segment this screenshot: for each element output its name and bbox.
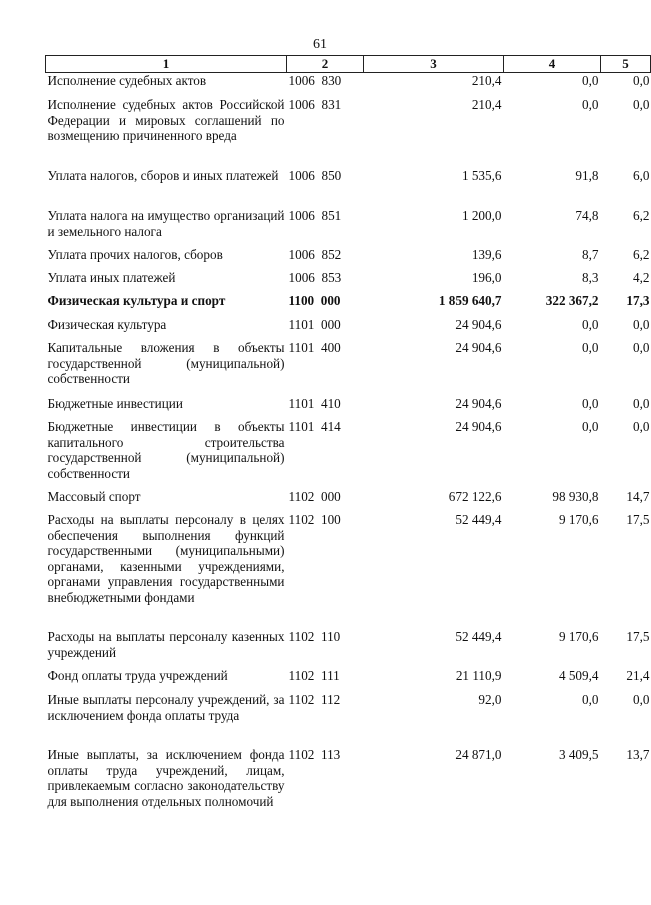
row-actual-value-cell: 0,0 xyxy=(582,396,599,411)
row-percent-cell: 17,5 xyxy=(626,629,650,644)
row-code-cell: 1006 852 xyxy=(288,247,342,262)
row-percent-cell: 6,0 xyxy=(633,168,650,183)
table-row xyxy=(46,512,651,629)
row-actual-value-cell: 0,0 xyxy=(582,317,599,332)
column-header-1: 1 xyxy=(46,56,287,73)
table-row xyxy=(46,396,651,419)
row-actual-value-cell: 0,0 xyxy=(582,97,599,112)
table-row xyxy=(46,168,651,208)
row-code-cell: 1006 830 xyxy=(288,73,342,88)
row-plan-value-cell: 1 535,6 xyxy=(461,168,502,183)
row-percent-cell: 0,0 xyxy=(633,396,650,411)
row-name-cell: Иные выплаты персоналу учреждений, за исключением фонда оплаты труда xyxy=(47,692,285,723)
row-code-cell: 1100 000 xyxy=(288,293,341,308)
row-plan-value-cell: 210,4 xyxy=(471,97,502,112)
row-actual-value-cell: 322 367,2 xyxy=(545,293,599,308)
row-percent-cell: 0,0 xyxy=(633,340,650,355)
row-plan-value-cell: 24 904,6 xyxy=(455,419,502,434)
row-actual-value-cell: 74,8 xyxy=(575,208,599,223)
row-actual-value-cell: 8,3 xyxy=(582,270,599,285)
column-header-5: 5 xyxy=(601,56,651,73)
row-percent-cell: 0,0 xyxy=(633,73,650,88)
table-row xyxy=(46,247,651,270)
row-plan-value-cell: 52 449,4 xyxy=(455,629,502,644)
table-row xyxy=(46,73,651,98)
row-code-cell: 1101 414 xyxy=(288,419,341,434)
table-row xyxy=(46,97,651,168)
table-row xyxy=(46,629,651,668)
row-percent-cell: 6,2 xyxy=(633,247,650,262)
table-row xyxy=(46,419,651,489)
table-row xyxy=(46,293,651,317)
table-body xyxy=(46,73,651,833)
row-code-cell: 1101 000 xyxy=(288,317,341,332)
row-actual-value-cell: 98 930,8 xyxy=(552,489,599,504)
row-name-cell: Физическая культура и спорт xyxy=(47,293,226,308)
row-code-cell: 1102 111 xyxy=(288,668,340,683)
row-plan-value-cell: 1 200,0 xyxy=(461,208,502,223)
column-header-4: 4 xyxy=(504,56,601,73)
row-name-cell: Исполнение судебных актов Российской Федерации и мировых соглашений по возмещению причиненного вреда xyxy=(47,97,285,143)
row-actual-value-cell: 0,0 xyxy=(582,419,599,434)
column-header-2: 2 xyxy=(287,56,364,73)
row-percent-cell: 17,3 xyxy=(626,293,650,308)
row-plan-value-cell: 672 122,6 xyxy=(448,489,502,504)
row-code-cell: 1102 100 xyxy=(288,512,341,527)
row-name-cell: Бюджетные инвестиции в объекты капитального строительства государственной (муниципальной) собственности xyxy=(47,419,285,481)
row-actual-value-cell: 9 170,6 xyxy=(558,629,599,644)
row-actual-value-cell: 9 170,6 xyxy=(558,512,599,527)
row-percent-cell: 0,0 xyxy=(633,419,650,434)
row-actual-value-cell: 3 409,5 xyxy=(558,747,599,762)
table-row xyxy=(46,340,651,396)
row-code-cell: 1102 110 xyxy=(288,629,341,644)
table-row xyxy=(46,489,651,512)
row-name-cell: Уплата прочих налогов, сборов xyxy=(47,247,223,262)
row-code-cell: 1006 850 xyxy=(288,168,342,183)
row-plan-value-cell: 24 904,6 xyxy=(455,396,502,411)
row-code-cell: 1006 851 xyxy=(288,208,342,223)
row-code-cell: 1006 831 xyxy=(288,97,342,112)
table-row xyxy=(46,692,651,747)
row-code-cell: 1102 112 xyxy=(288,692,341,707)
row-plan-value-cell: 1 859 640,7 xyxy=(438,293,502,308)
row-name-cell: Уплата иных платежей xyxy=(47,270,176,285)
row-percent-cell: 4,2 xyxy=(633,270,650,285)
row-name-cell: Уплата налога на имущество организаций и земельного налога xyxy=(47,208,285,239)
row-plan-value-cell: 24 871,0 xyxy=(455,747,502,762)
row-percent-cell: 0,0 xyxy=(633,317,650,332)
row-actual-value-cell: 0,0 xyxy=(582,692,599,707)
row-actual-value-cell: 0,0 xyxy=(582,340,599,355)
table-row xyxy=(46,317,651,340)
table-row xyxy=(46,668,651,692)
table-row xyxy=(46,747,651,832)
row-percent-cell: 13,7 xyxy=(626,747,650,762)
row-name-cell: Уплата налогов, сборов и иных платежей xyxy=(47,168,279,183)
row-plan-value-cell: 24 904,6 xyxy=(455,340,502,355)
column-header-3: 3 xyxy=(364,56,504,73)
row-name-cell: Физическая культура xyxy=(47,317,167,332)
table-header-row xyxy=(46,56,651,73)
row-plan-value-cell: 21 110,9 xyxy=(455,668,502,683)
row-plan-value-cell: 52 449,4 xyxy=(455,512,502,527)
row-name-cell: Расходы на выплаты персоналу в целях обеспечения выполнения функций государственными (муниципальными) органами, казенными учреждениями, органами управления государственными внебюджетными фондами xyxy=(47,512,285,605)
row-percent-cell: 0,0 xyxy=(633,97,650,112)
row-actual-value-cell: 8,7 xyxy=(582,247,599,262)
row-code-cell: 1102 000 xyxy=(288,489,341,504)
row-actual-value-cell: 91,8 xyxy=(575,168,599,183)
row-name-cell: Расходы на выплаты персоналу казенных учреждений xyxy=(47,629,285,660)
row-code-cell: 1101 410 xyxy=(288,396,341,411)
row-name-cell: Иные выплаты, за исключением фонда оплаты труда учреждений, лицам, привлекаемым согласно законодательству для выполнения отдельных полномочий xyxy=(47,747,285,809)
budget-table xyxy=(45,55,651,832)
row-code-cell: 1006 853 xyxy=(288,270,342,285)
row-name-cell: Фонд оплаты труда учреждений xyxy=(47,668,228,683)
row-code-cell: 1101 400 xyxy=(288,340,341,355)
row-name-cell: Исполнение судебных актов xyxy=(47,73,207,88)
row-percent-cell: 17,5 xyxy=(626,512,650,527)
row-percent-cell: 6,2 xyxy=(633,208,650,223)
row-actual-value-cell: 4 509,4 xyxy=(558,668,599,683)
row-percent-cell: 0,0 xyxy=(633,692,650,707)
row-code-cell: 1102 113 xyxy=(288,747,341,762)
table-row xyxy=(46,208,651,247)
page-number: 61 xyxy=(313,37,327,52)
row-plan-value-cell: 139,6 xyxy=(471,247,502,262)
row-plan-value-cell: 210,4 xyxy=(471,73,502,88)
row-name-cell: Капитальные вложения в объекты государственной (муниципальной) собственности xyxy=(47,340,285,386)
row-name-cell: Массовый спорт xyxy=(47,489,141,504)
row-percent-cell: 21,4 xyxy=(626,668,650,683)
row-percent-cell: 14,7 xyxy=(626,489,650,504)
row-plan-value-cell: 24 904,6 xyxy=(455,317,502,332)
row-plan-value-cell: 92,0 xyxy=(478,692,502,707)
row-plan-value-cell: 196,0 xyxy=(471,270,502,285)
row-actual-value-cell: 0,0 xyxy=(582,73,599,88)
row-name-cell: Бюджетные инвестиции xyxy=(47,396,183,411)
table-row xyxy=(46,270,651,293)
